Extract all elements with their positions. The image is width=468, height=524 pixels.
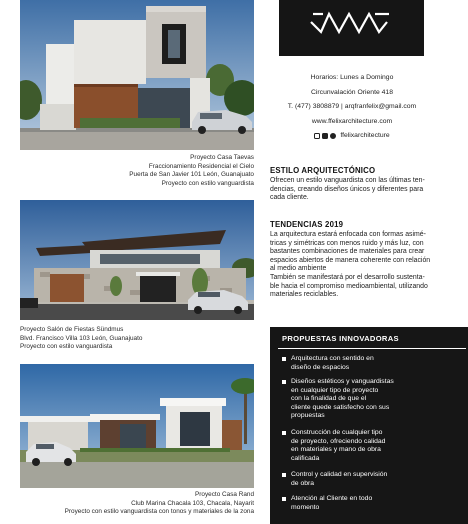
caption-casa-taevas [14, 154, 254, 188]
text-line: materiales reciclables. [270, 291, 339, 299]
propuesta-item [282, 355, 422, 372]
website-link[interactable]: www.ffelixarchitecture.com [311, 117, 393, 125]
text-line: Ofrecen un estilo vanguardista con las últimas ten- [270, 177, 425, 184]
propuestas-panel [270, 327, 468, 524]
bullet-square-icon [282, 431, 286, 435]
logo-mark-icon [279, 0, 424, 56]
item-line: Control y calidad en supervisión [291, 471, 388, 478]
text-line: dencias, creando diseños únicos y diferentes para [270, 185, 424, 193]
item-line: Arquitectura con sentido en [291, 355, 374, 362]
bullet-square-icon [282, 497, 286, 501]
propuesta-item [282, 471, 422, 488]
propuesta-item [282, 429, 422, 463]
item-line: en cualquier tipo de proyecto [291, 386, 379, 394]
bullet-square-icon [282, 357, 286, 361]
address: Circunvalación Oriente 418 [311, 88, 393, 96]
caption-casa-rand [4, 491, 254, 517]
photo-salon-sundmus [20, 200, 254, 320]
social-handle[interactable]: ffelixarchitecture [340, 132, 390, 139]
item-line: diseño de espacios [291, 363, 350, 371]
item-line: con la finalidad de que el [291, 395, 367, 402]
caption-line: Fraccionamiento Residencial el Cielo [148, 162, 254, 170]
item-line: propuestas [291, 412, 325, 419]
social-row [276, 129, 428, 146]
brand-logo [279, 0, 424, 56]
text-line: tricas y simétricas con menos ruido y más luz, con [270, 239, 424, 247]
divider [278, 348, 466, 349]
estilo-text [270, 177, 466, 203]
text-line: cada cliente. [270, 194, 309, 202]
caption-line: Puerta de San Javier 101 León, Guanajuato [129, 171, 254, 179]
caption-line: Proyecto Casa Rand [195, 491, 254, 498]
contact-info [276, 71, 428, 146]
propuesta-item [282, 378, 422, 421]
propuestas-heading: PROPUESTAS INNOVADORAS [282, 334, 399, 343]
propuesta-item [282, 495, 422, 512]
pinterest-icon[interactable] [330, 133, 336, 139]
photo-casa-rand [20, 364, 254, 488]
instagram-icon[interactable] [314, 133, 320, 139]
text-line: La arquitectura estará enfocada con formas asimé- [270, 231, 426, 238]
caption-line: Proyecto con estilo vanguardista con tonos y materiales de la zona [64, 508, 254, 516]
office-hours: Horarios: Lunes a Domingo [310, 74, 394, 81]
estilo-heading: ESTILO ARQUITECTÓNICO [270, 166, 376, 175]
caption-line: Club Marina Chacala 103, Chacala, Nayarit [131, 499, 254, 507]
bullet-square-icon [282, 380, 286, 384]
tendencias-text [270, 231, 466, 300]
caption-line: Proyecto con estilo vanguardista [20, 343, 113, 351]
item-line: Diseños estéticos y vanguardistas [291, 378, 394, 385]
item-line: de obra [291, 479, 315, 487]
caption-line: Proyecto Salón de Fiestas Sündmus [20, 326, 124, 333]
text-line: ble hacia el compromiso medioambiental, utilizando [270, 282, 428, 290]
caption-salon-sundmus [20, 326, 260, 352]
tendencias-heading: TENDENCIAS 2019 [270, 220, 344, 229]
item-line: en materiales y mano de obra [291, 446, 381, 453]
item-line: calificada [291, 454, 320, 462]
phone-email: T. (477) 3808879 | arqfranfelix@gmail.com [287, 103, 417, 110]
caption-line: Proyecto Casa Taevas [190, 154, 254, 161]
caption-line: Blvd. Francisco Villa 103 León, Guanajuato [20, 334, 143, 342]
item-line: momento [291, 503, 320, 511]
photo-casa-taevas [20, 0, 254, 150]
text-line: bastantes combinaciones de materiales para crear [270, 248, 425, 256]
item-line: Atención al Cliente en todo [291, 495, 373, 502]
text-line: espacios abiertos de manera coherente con relación [270, 256, 431, 264]
caption-line: Proyecto con estilo vanguardista [161, 179, 254, 187]
text-line: al medio ambiente [270, 265, 327, 273]
bullet-square-icon [282, 473, 286, 477]
text-line: También se manifestará por el desarrollo sustenta- [270, 273, 425, 281]
facebook-icon[interactable] [322, 133, 328, 139]
item-line: Construcción de cualquier tipo [291, 429, 383, 436]
item-line: de proyecto, ofreciendo calidad [291, 437, 386, 445]
item-line: cliente quede satisfecho con sus [291, 403, 390, 411]
